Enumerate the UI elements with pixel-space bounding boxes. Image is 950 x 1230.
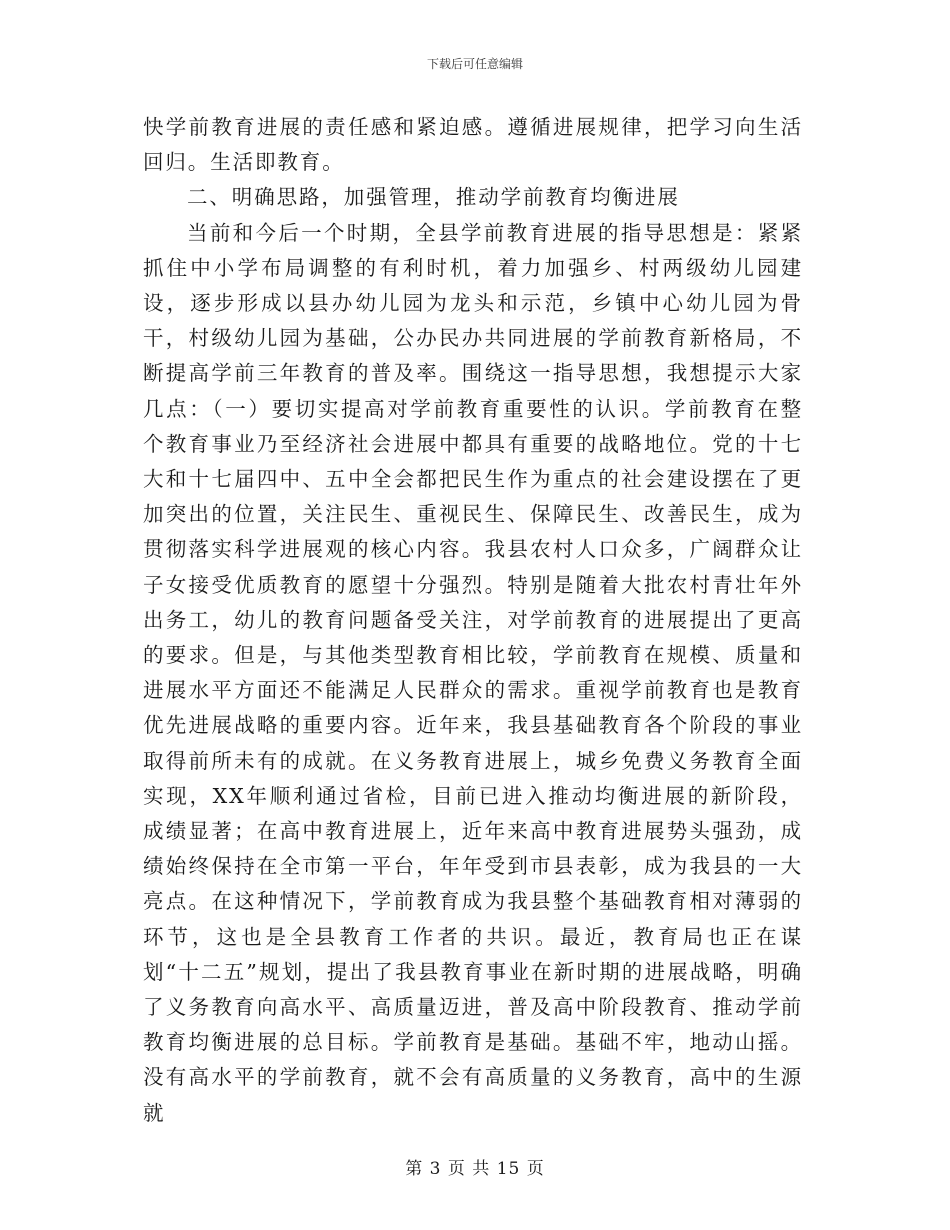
paragraph-continuation: 快学前教育进展的责任感和紧迫感。遵循进展规律，把学习向生活回归。生活即教育。: [143, 115, 803, 175]
paragraph-main: 当前和今后一个时期，全县学前教育进展的指导思想是：紧紧抓住中小学布局调整的有利时机，着力加强乡、村两级幼儿园建设，逐步形成以县办幼儿园为龙头和示范，乡镇中心幼儿园为骨干，村级幼儿园为基础，公办民办共同进展的学前教育新格局，不断提高学前三年教育的普及率。围绕这一指导思想，我想提示大家几点：（一）要切实提高对学前教育重要性的认识。学前教育在整个教育事业乃至经济社会进展中都具有重要的战略地位。党的十七大和十七届四中、五中全会都把民生作为重点的社会建设摆在了更加突出的位置，关注民生、重视民生、保障民生、改善民生，成为贯彻落实科学进展观的核心内容。我县农村人口众多，广阔群众让子女接受优质教育的愿望十分强烈。特别是随着大批农村青壮年外出务工，幼儿的教育问题备受关注，对学前教育的进展提出了更高的要求。但是，与其他类型教育相比较，学前教育在规模、质量和进展水平方面还不能满足人民群众的需求。重视学前教育也是教育优先进展战略的重要内容。近年来，我县基础教育各个阶段的事业取得前所未有的成就。在义务教育进展上，城乡免费义务教育全面实现，XX年顺利通过省检，目前已进入推动均衡进展的新阶段，成绩显著；在高中教育进展上，近年来高中教育进展势头强劲，成绩始终保持在全市第一平台，年年受到市县表彰，成为我县的一大亮点。在这种情况下，学前教育成为我县整个基础教育相对薄弱的环节，这也是全县教育工作者的共识。最近，教育局也正在谋划“十二五”规划，提出了我县教育事业在新时期的进展战略，明确了义务教育向高水平、高质量迈进，普及高中阶段教育、推动学前教育均衡进展的总目标。学前教育是基础。基础不牢，地动山摇。没有高水平的学前教育，就不会有高质量的义务教育，高中的生源就: [143, 220, 803, 1125]
section-heading: 二、明确思路，加强管理，推动学前教育均衡进展: [187, 185, 680, 210]
document-body: [143, 110, 803, 1131]
page-header: 下载后可任意编辑: [426, 57, 523, 71]
page-number: 第 3 页 共 15 页: [405, 1159, 545, 1179]
